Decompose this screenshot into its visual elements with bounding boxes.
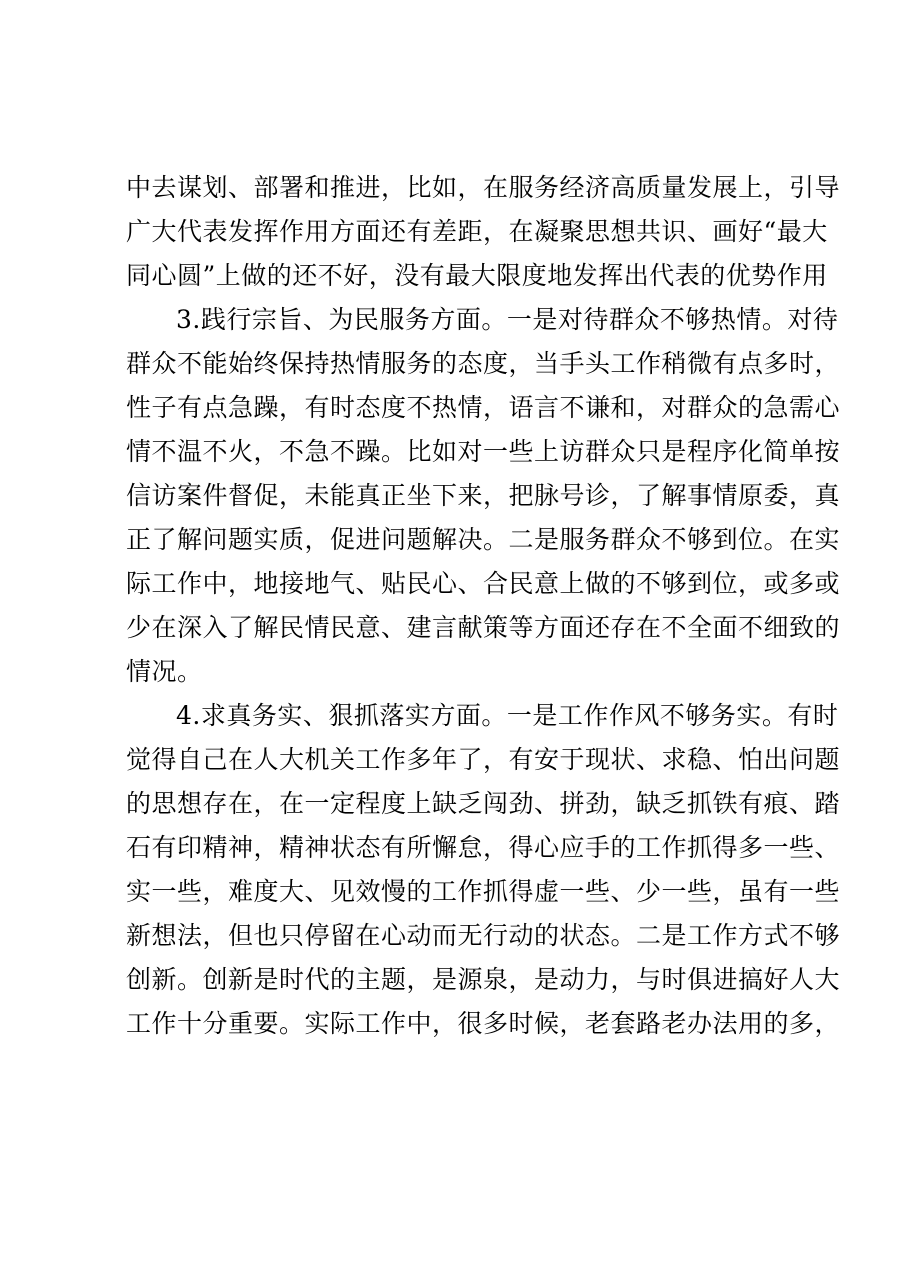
body-text [126,166,841,1046]
text-line: 觉得自己在人大机关工作多年了，有安于现状、求稳、怕出问题 [126,745,841,774]
text-line: 信访案件督促，未能真正坐下来，把脉号诊，了解事情原委，真 [126,481,841,510]
text-line: 正了解问题实质，促进问题解决。二是服务群众不够到位。在实 [126,525,841,554]
text-line: 实一些，难度大、见效慢的工作抓得虚一些、少一些，虽有一些 [126,877,841,906]
text-line: 情不温不火，不急不躁。比如对一些上访群众只是程序化简单按 [126,437,841,466]
text-line: 群众不能始终保持热情服务的态度，当手头工作稍微有点多时， [126,349,841,378]
section-4-heading-line: 4.求真务实、狠抓落实方面。一是工作作风不够务实。有时 [176,701,839,730]
text-line: 际工作中，地接地气、贴民心、合民意上做的不够到位，或多或 [126,569,841,598]
text-line: 新想法，但也只停留在心动而无行动的状态。二是工作方式不够 [126,921,841,950]
text-line: 石有印精神，精神状态有所懈怠，得心应手的工作抓得多一些、 [126,833,841,862]
text-line: 情况。 [126,657,203,686]
text-line: 同心圆”上做的还不好，没有最大限度地发挥出代表的优势作用 [126,261,828,290]
text-line: 创新。创新是时代的主题，是源泉，是动力，与时俱进搞好人大 [126,965,841,994]
text-line: 少在深入了解民情民意、建言献策等方面还存在不全面不细致的 [126,613,841,642]
text-line: 的思想存在，在一定程度上缺乏闯劲、拼劲，缺乏抓铁有痕、踏 [126,789,841,818]
text-line: 性子有点急躁，有时态度不热情，语言不谦和，对群众的急需心 [126,393,841,422]
text-line: 广大代表发挥作用方面还有差距，在凝聚思想共识、画好“最大 [126,217,828,246]
text-line: 中去谋划、部署和推进，比如，在服务经济高质量发展上，引导 [126,173,841,202]
section-3-heading-line: 3.践行宗旨、为民服务方面。一是对待群众不够热情。对待 [176,305,839,334]
text-line: 工作十分重要。实际工作中，很多时候，老套路老办法用的多， [126,1009,841,1038]
